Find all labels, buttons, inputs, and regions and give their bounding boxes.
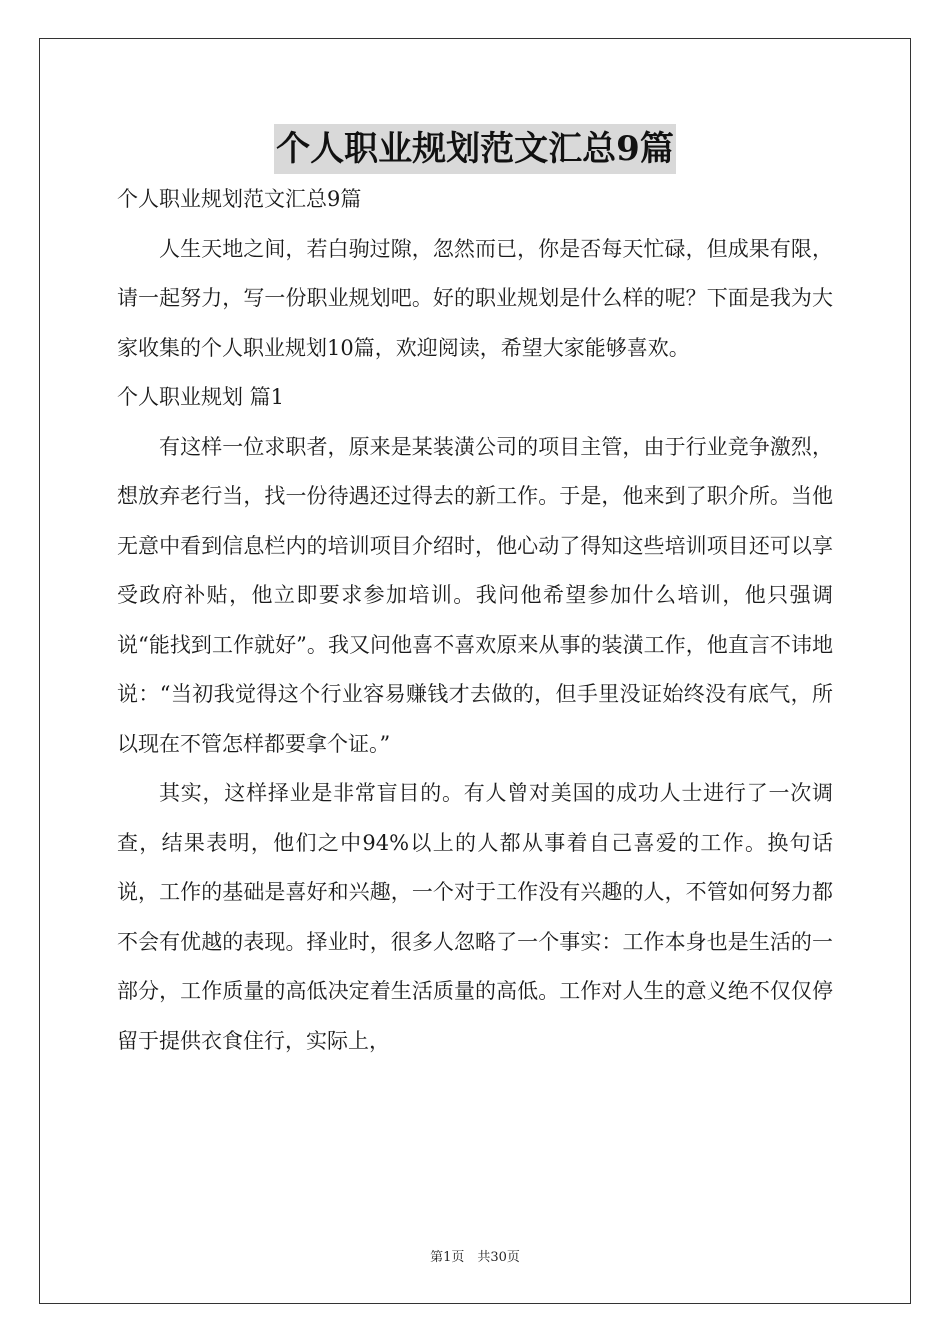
section-heading: 个人职业规划 篇1 <box>117 385 285 409</box>
title-container <box>0 124 950 174</box>
page-number: 第1页 共30页 <box>430 1250 520 1265</box>
subtitle-line: 个人职业规划范文汇总9篇 <box>117 187 362 211</box>
intro-paragraph: 人生天地之间，若白驹过隙，忽然而已，你是否每天忙碌，但成果有限，请一起努力，写一份职业规划吧。好的职业规划是什么样的呢？下面是我为大家收集的个人职业规划10篇，欢迎阅读，希望大家能够喜欢。 <box>117 236 833 360</box>
document-title: 个人职业规划范文汇总9篇 <box>274 124 676 174</box>
body-paragraph: 其实，这样择业是非常盲目的。有人曾对美国的成功人士进行了一次调查，结果表明，他们之中94%以上的人都从事着自己喜爱的工作。换句话说，工作的基础是喜好和兴趣，一个对于工作没有兴趣的人，不管如何努力都不会有优越的表现。择业时，很多人忽略了一个事实：工作本身也是生活的一部分，工作质量的高低决定着生活质量的高低。工作对人生的意义绝不仅仅停留于提供衣食住行，实际上， <box>117 781 833 1053</box>
document-body <box>117 175 833 1066</box>
body-paragraph: 有这样一位求职者，原来是某装潢公司的项目主管，由于行业竞争激烈，想放弃老行当，找一份待遇还过得去的新工作。于是，他来到了职介所。当他无意中看到信息栏内的培训项目介绍时，他心动了得知这些培训项目还可以享受政府补贴，他立即要求参加培训。我问他希望参加什么培训，他只强调说“能找到工作就好”。我又问他喜不喜欢原来从事的装潢工作，他直言不讳地说：“当初我觉得这个行业容易赚钱才去做的，但手里没证始终没有底气，所以现在不管怎样都要拿个证。” <box>117 434 833 756</box>
page-footer <box>0 1246 950 1265</box>
